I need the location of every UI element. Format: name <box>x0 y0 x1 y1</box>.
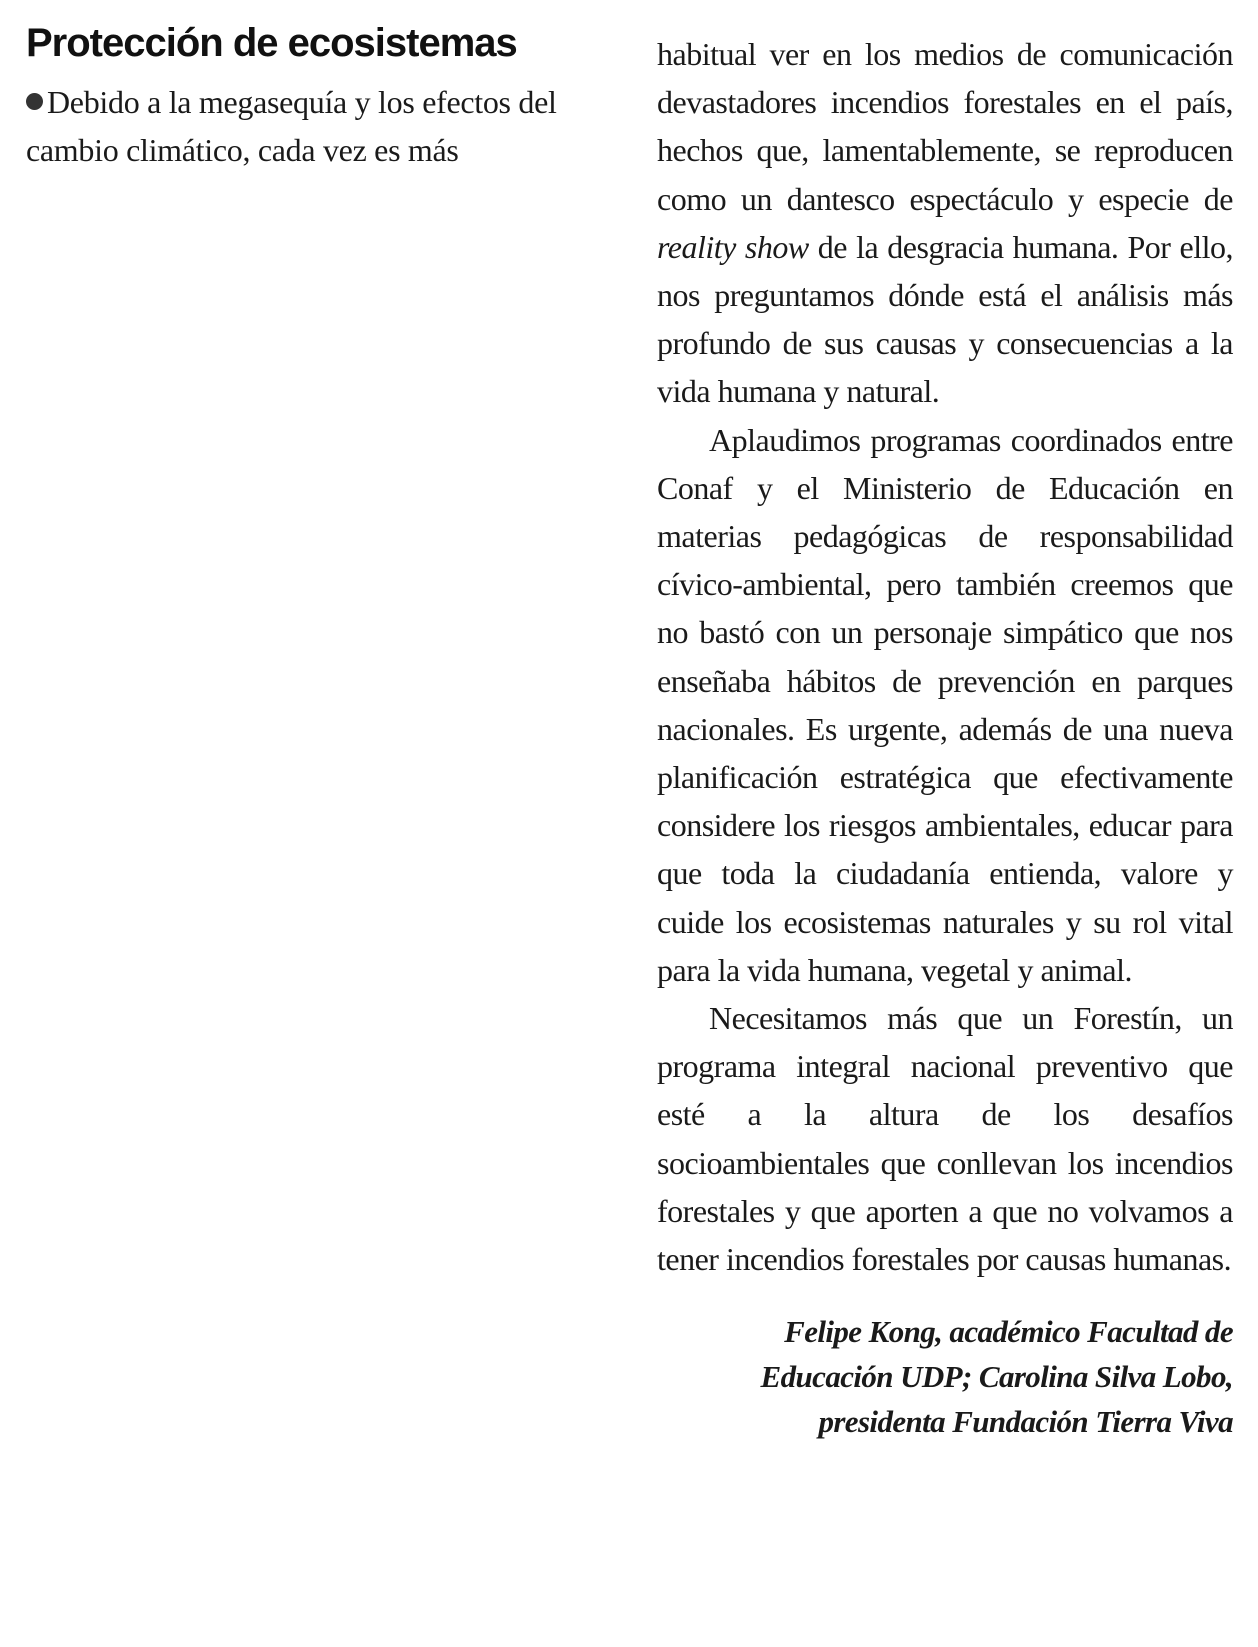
bullet-icon <box>26 93 43 110</box>
article-lead <box>26 78 616 174</box>
paragraph-1-start: habitual ver en los medios de comunicación devastadores incendios forestales en el país, hechos que, lamentablemente, se reproducen como un dantesco espectáculo y especie de <box>657 36 1233 217</box>
signature-line-3: presidenta Fundación Tierra Viva <box>818 1404 1233 1440</box>
paragraph-2: Aplaudimos programas coordinados entre Conaf y el Ministerio de Educación en materias pedagógicas de responsabilidad cívico-ambiental, pero también creemos que no bastó con un personaje simpático que nos enseñaba hábitos de prevención en parques nacionales. Es urgente, además de una nueva planificación estratégica que efectivamente considere los riesgos ambientales, educar para que toda la ciudadanía entienda, valore y cuide los ecosistemas naturales y su rol vital para la vida humana, vegetal y animal. <box>657 421 1233 988</box>
left-column <box>26 18 616 174</box>
lead-text: Debido a la megasequía y los efectos del cambio climático, cada vez es más <box>26 84 557 168</box>
right-column <box>657 30 1233 1444</box>
signature <box>657 1309 1233 1444</box>
article-headline: Protección de ecosistemas <box>26 21 517 65</box>
paragraph-1 <box>657 30 1233 416</box>
signature-line-1: Felipe Kong, académico Facultad de <box>784 1314 1233 1350</box>
paragraph-3: Necesitamos más que un Forestín, un programa integral nacional preventivo que esté a la altura de los desafíos socioambientales que conllevan los incendios forestales y que aporten a que no volvamos a tener incendios forestales por causas humanas. <box>657 1000 1233 1278</box>
paragraph-1-italic: reality show <box>657 228 809 265</box>
signature-line-2: Educación UDP; Carolina Silva Lobo, <box>760 1359 1233 1395</box>
paragraph-1-end: de la desgracia humana. Por ello, nos preguntamos dónde está el análisis más profundo de sus causas y consecuencias a la vida humana y natural. <box>657 228 1234 410</box>
